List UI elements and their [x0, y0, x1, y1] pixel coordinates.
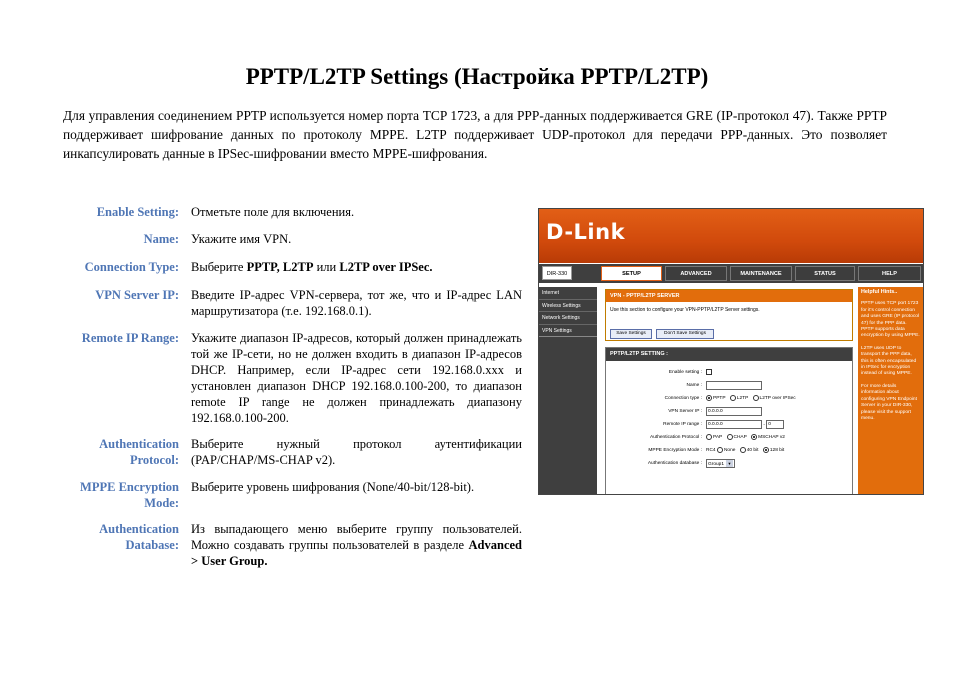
param-term: Connection Type:	[84, 260, 179, 274]
mppe-128-radio[interactable]	[763, 447, 769, 453]
remote-range-start-input[interactable]: 0.0.0.0	[706, 420, 762, 429]
row-connection-type	[606, 394, 854, 406]
row-name	[606, 381, 854, 393]
chevron-down-icon: ▼	[727, 461, 732, 466]
l2tp-option-label: L2TP	[736, 396, 749, 401]
param-desc: Выберите уровень шифрования (None/40-bit/128-bit).	[191, 480, 475, 494]
param-desc: Выберите PPTP, L2TP или L2TP over IPSec.	[191, 260, 433, 274]
connection-type-label: Connection type :	[664, 396, 702, 401]
enable-checkbox[interactable]	[706, 369, 712, 375]
remote-ip-range-label: Remote IP range :	[663, 422, 702, 427]
param-desc: Отметьте поле для включения.	[191, 205, 355, 219]
param-term: Remote IP Range:	[81, 331, 179, 345]
sidebar-item-network-settings[interactable]: Network Settings	[539, 312, 597, 325]
pptp-option-label: PPTP	[713, 396, 726, 401]
save-settings-button[interactable]: Save Settings	[610, 329, 652, 339]
mppe-label: MPPE Encryption Mode :	[648, 448, 702, 453]
helpful-hints-panel	[858, 287, 923, 495]
section-header: PPTP/L2TP SETTING :	[606, 348, 852, 361]
dlink-logo: D-Link	[546, 220, 626, 244]
pap-radio[interactable]	[706, 434, 712, 440]
param-desc: Выберите нужный протокол аутентификации (PAP/CHAP/MS-CHAP v2).	[191, 437, 522, 467]
auth-database-label: Authentication database :	[647, 461, 702, 466]
hints-title: Helpful Hints..	[861, 289, 898, 295]
rc4-label: RC4	[706, 448, 716, 453]
main-content	[601, 287, 855, 495]
chap-radio[interactable]	[727, 434, 733, 440]
mppe-128-label: 128 bit	[769, 448, 785, 453]
sidebar-item-wireless-settings[interactable]: Wireless Settings	[539, 300, 597, 313]
param-term: MPPE Encryption Mode:	[80, 480, 179, 510]
hint-paragraph: L2TP uses UDP to transport the PPP data, this is often encapsulated in IPSec for encryption instead of using MPPE.	[861, 345, 917, 377]
mschap-option-label: MSCHAP v2	[758, 435, 785, 440]
name-input[interactable]	[706, 381, 762, 390]
param-desc: Укажите диапазон IP-адресов, который должен принадлежать той же IP-сети, но не должен входить в диапазон IP-адресов DHCP. Например, если IP-адрес сети 192.168.0.xxx и установлен диапазон DHCP 192.168.0.100-200, то диапазон remote IP range не должен принадлежать диапазону 192.168.0.100-200.	[191, 331, 522, 425]
row-auth-database	[606, 459, 854, 471]
top-nav	[539, 264, 923, 283]
tab-maintenance[interactable]: MAINTENANCE	[730, 266, 792, 281]
param-term: Authentication Protocol:	[99, 437, 179, 467]
name-label: Name :	[686, 383, 702, 388]
l2tp-radio[interactable]	[730, 395, 736, 401]
pptp-radio[interactable]	[706, 395, 712, 401]
tab-advanced[interactable]: ADVANCED	[665, 266, 727, 281]
mppe-none-radio[interactable]	[717, 447, 723, 453]
header-banner	[539, 209, 923, 263]
tab-setup[interactable]: SETUP	[601, 266, 662, 281]
param-desc: Из выпадающего меню выберите группу пользователей. Можно создавать группы пользователей в разделе Advanced > User Group.	[191, 522, 522, 568]
mppe-none-label: None	[723, 448, 736, 453]
pptp-l2tp-setting-section	[605, 347, 853, 495]
l2tp-ipsec-option-label: L2TP over IPSec	[759, 396, 796, 401]
l2tp-ipsec-radio[interactable]	[753, 395, 759, 401]
param-desc: Введите IP-адрес VPN-сервера, тот же, что и IP-адрес LAN маршрутизатора (т.е. 192.168.0.1).	[191, 288, 522, 318]
sidebar-item-vpn-settings[interactable]: VPN Settings	[539, 325, 597, 338]
remote-range-end-input[interactable]: 0	[766, 420, 784, 429]
row-auth-protocol	[606, 433, 854, 445]
enable-label: Enable setting :	[668, 370, 702, 375]
vpn-server-section	[605, 289, 853, 341]
tab-status[interactable]: STATUS	[795, 266, 855, 281]
sidebar-item-internet[interactable]: Internet	[539, 287, 597, 300]
range-separator: -	[763, 422, 765, 428]
row-vpn-server-ip	[606, 407, 854, 419]
tab-help[interactable]: HELP	[858, 266, 921, 281]
row-enable	[606, 368, 854, 380]
pap-option-label: PAP	[713, 435, 723, 440]
router-screenshot	[538, 208, 924, 495]
hint-paragraph: For more details information about configuring VPN Endpoint Server in your DIR-330, please visit the support menu.	[861, 383, 918, 421]
param-desc: Укажите имя VPN.	[191, 232, 292, 246]
auth-database-select[interactable]: Group1 ▼	[706, 459, 735, 468]
section-header: VPN - PPTP/L2TP SERVER	[606, 290, 852, 302]
row-remote-ip-range	[606, 420, 854, 432]
row-mppe	[606, 446, 854, 458]
mschap-radio[interactable]	[751, 434, 757, 440]
param-term: Enable Setting:	[96, 205, 179, 219]
page-title: PPTP/L2TP Settings (Настройка PPTP/L2TP)	[245, 64, 709, 89]
sidebar	[539, 287, 597, 495]
mppe-40-label: 40 bit	[746, 448, 759, 453]
vpn-server-ip-label: VPN Server IP :	[668, 409, 702, 414]
mppe-40-radio[interactable]	[740, 447, 746, 453]
param-term: VPN Server IP:	[95, 288, 179, 302]
chap-option-label: CHAP	[733, 435, 747, 440]
model-badge: DIR-330	[542, 266, 572, 280]
hint-paragraph: PPTP uses TCP port 1723 for it's control connection and uses GRE (IP protocol 47) for the PPP data. PPTP supports data encryption by using MPPE.	[861, 301, 920, 339]
vpn-server-ip-input[interactable]: 0.0.0.0	[706, 407, 762, 416]
param-term: Authentication Database:	[99, 522, 179, 552]
auth-protocol-label: Authentication Protocol :	[650, 435, 702, 440]
dont-save-settings-button[interactable]: Don't Save Settings	[656, 329, 714, 339]
intro-paragraph: Для управления соединением PPTP используется номер порта TCP 1723, а для PPP-данных поддерживается GRE (IP-протокол 47). Также PPTP поддерживает шифрование данных по протоколу MPPE. L2TP поддерживает UDP-протокол для передачи PPP-данных. Это позволяет инкапсулировать данные в IPSec-шифровании вместо MPPE-шифрования.	[63, 108, 887, 161]
param-term: Name:	[143, 232, 179, 246]
section-text: Use this section to configure your VPN-PPTP/L2TP Server settings.	[610, 307, 760, 313]
